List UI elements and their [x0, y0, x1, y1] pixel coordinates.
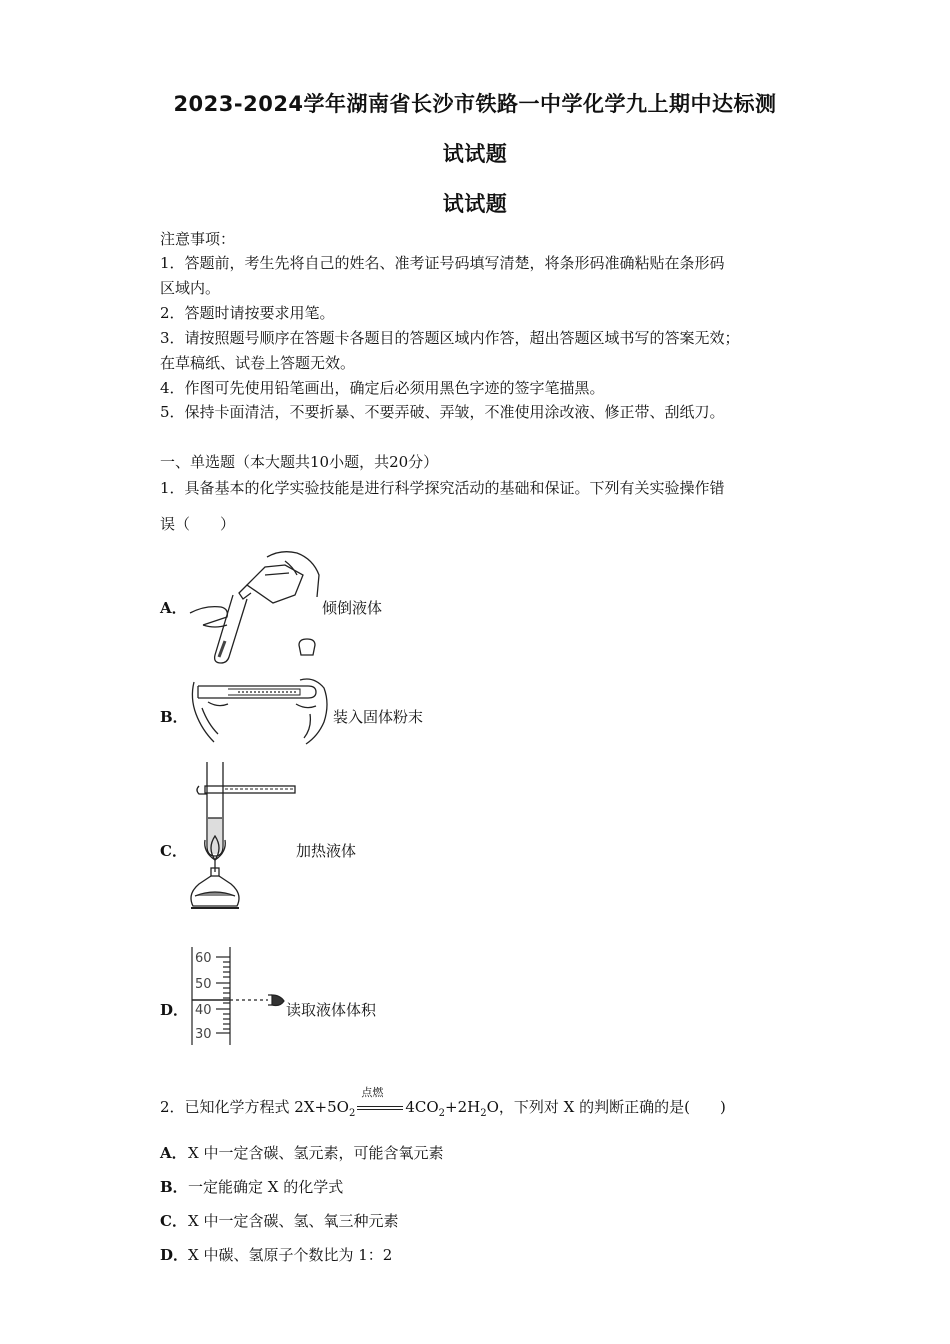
notice-line: 5．保持卡面清洁，不要折暴、不要弄破、弄皱，不准使用涂改液、修正带、刮纸刀。: [160, 403, 725, 421]
notice-line: 3．请按照题号顺序在答题卡各题目的答题区域内作答，超出答题区域书写的答案无效；: [160, 329, 740, 347]
q2-option-a-text: X 中一定含碳、氢元素，可能含氧元素: [188, 1144, 444, 1162]
q2-sub: 2: [348, 1108, 356, 1119]
page-subtitle: 试试题: [442, 142, 508, 166]
reaction-condition: 点燃: [361, 1086, 384, 1099]
q2-option-d-label: D．: [160, 1246, 189, 1264]
q1-option-c-text: 加热液体: [296, 842, 357, 860]
page-title: 2023-2024学年湖南省长沙市铁路一中学化学九上期中达标测: [173, 92, 777, 116]
adding-powder-figure: [188, 678, 333, 750]
notice-line: 在草稿纸、试卷上答题无效。: [160, 354, 356, 372]
q1-option-a-label: A．: [160, 599, 187, 617]
notice-line: 4．作图可先使用铅笔画出，确定后必须用黑色字迹的签字笔描黑。: [160, 379, 605, 397]
section-heading: 一、单选题（本大题共10小题，共20分）: [160, 453, 439, 471]
q2-option-c-text: X 中一定含碳、氢、氧三种元素: [188, 1212, 399, 1230]
q1-option-d-text: 读取液体体积: [286, 1001, 377, 1019]
heating-liquid-figure: [185, 760, 300, 915]
q2-sub: 2: [480, 1108, 487, 1119]
q2-option-d-text: X 中碳、氢原子个数比为 1：2: [188, 1246, 393, 1264]
q2-stem: [160, 1086, 726, 1119]
cylinder-tick-label: 30: [195, 1027, 212, 1042]
pouring-liquid-figure: [185, 545, 325, 665]
equation-arrow: [355, 1086, 405, 1112]
q2-stem-prefix: 2．已知化学方程式 2X+5O: [160, 1098, 349, 1116]
graduated-cylinder-figure: [188, 945, 288, 1047]
q2-stem-suffix: O，下列对 X 的判断正确的是( ): [486, 1098, 726, 1116]
cylinder-tick-label: 60: [195, 951, 212, 966]
cylinder-tick-label: 40: [195, 1003, 212, 1018]
q2-sub: 2: [438, 1108, 446, 1119]
q1-option-c-label: C．: [160, 842, 187, 860]
cylinder-tick-label: 50: [195, 977, 212, 992]
q1-stem: 1．具备基本的化学实验技能是进行科学探究活动的基础和保证。下列有关实验操作错: [160, 479, 725, 497]
notice-line: 2．答题时请按要求用笔。: [160, 304, 335, 322]
q1-option-d-label: D．: [160, 1001, 189, 1019]
q2-option-b-label: B．: [160, 1178, 188, 1196]
q2-option-c-label: C．: [160, 1212, 187, 1230]
notice-line: 1．答题前，考生先将自己的姓名、准考证号码填写清楚，将条形码准确粘贴在条形码: [160, 254, 725, 272]
q1-option-b-text: 装入固体粉末: [333, 708, 424, 726]
page-subtitle-repeat: 试试题: [442, 192, 508, 216]
q1-option-b-label: B．: [160, 708, 188, 726]
q1-option-a-text: 倾倒液体: [322, 599, 383, 617]
q1-stem-cont: 误（ ）: [160, 515, 236, 533]
notice-heading: 注意事项：: [160, 230, 236, 248]
q2-option-a-label: A．: [160, 1144, 187, 1162]
q2-product2: +2H: [445, 1098, 481, 1116]
q2-product1: 4CO: [405, 1098, 439, 1116]
notice-line: 区域内。: [160, 279, 221, 297]
q2-option-b-text: 一定能确定 X 的化学式: [188, 1178, 344, 1196]
